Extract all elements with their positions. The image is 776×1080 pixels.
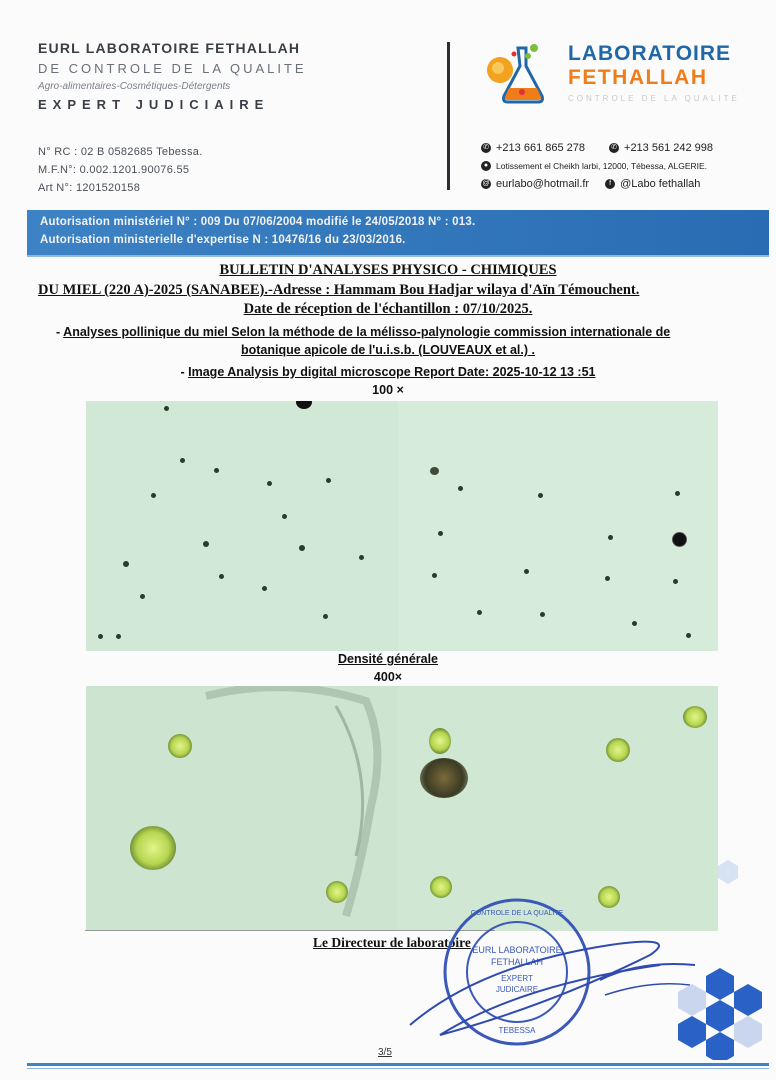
company-expert: EXPERT JUDICIAIRE: [38, 97, 270, 112]
pollen-dot: [203, 541, 209, 547]
pollen-dot: [675, 491, 680, 496]
company-mf: M.F.N°: 0.002.1201.90076.55: [38, 164, 190, 176]
pollen-dot: [524, 569, 529, 574]
pollen-dot: [299, 545, 305, 551]
svg-text:EXPERT: EXPERT: [501, 974, 533, 983]
method-text1: Analyses pollinique du miel Selon la méthode de la mélisso-palynologie commission internationale de: [63, 325, 671, 339]
logo-line3: CONTROLE DE LA QUALITE: [568, 94, 740, 103]
location-icon: ●: [481, 161, 491, 171]
logo-line1: LABORATOIRE: [568, 42, 732, 65]
company-name: EURL LABORATOIRE FETHALLAH: [38, 40, 301, 56]
pollen-dot: [608, 535, 613, 540]
facebook-icon: f: [605, 179, 615, 189]
svg-text:TEBESSA: TEBESSA: [498, 1026, 536, 1035]
address: Lotissement el Cheikh larbi, 12000, Tébessa, ALGERIE.: [496, 161, 708, 171]
image-analysis-text: Image Analysis by digital microscope Report Date: 2025-10-12 13 :51: [188, 365, 596, 379]
phone-row: [481, 142, 713, 154]
pollen-grain: [683, 706, 707, 728]
image-analysis-line: - Image Analysis by digital microscope Report Date: 2025-10-12 13 :51: [180, 365, 596, 379]
email-icon: @: [482, 180, 490, 187]
company-art: Art N°: 1201520158: [38, 182, 141, 194]
pollen-dot: [262, 586, 267, 591]
phone-1: +213 661 865 278: [496, 142, 586, 154]
pollen-grain: [606, 738, 630, 762]
pollen-dot: [151, 493, 156, 498]
pollen-grain: [598, 886, 620, 908]
air-bubble: [673, 533, 686, 546]
micrograph-100x-left: [86, 401, 398, 651]
pollen-dot: [632, 621, 637, 626]
pollen-dot: [686, 633, 691, 638]
pollen-dot: [98, 634, 103, 639]
svg-text:JUDICAIRE: JUDICAIRE: [495, 985, 539, 994]
pollen-dot: [438, 531, 443, 536]
method-line2: [0, 343, 776, 357]
company-rc: N° RC : 02 B 0582685 Tebessa.: [38, 146, 203, 158]
phone-icon: ✆: [481, 143, 491, 153]
pollen-dot: [116, 634, 121, 639]
logo-line2: FETHALLAH: [568, 66, 708, 89]
pollen-dot: [326, 478, 331, 483]
debris: [430, 467, 439, 475]
pollen-dot: [219, 574, 224, 579]
pollen-dot: [359, 555, 364, 560]
pollen-grain: [326, 881, 348, 903]
header-separator: [447, 42, 450, 190]
footer-band: [27, 1063, 769, 1066]
svg-text:FETHALLAH: FETHALLAH: [490, 957, 544, 967]
pollen-dot: [458, 486, 463, 491]
pollen-dot: [673, 579, 678, 584]
pollen-dot: [282, 514, 287, 519]
authorization-line2: Autorisation ministerielle d'expertise N : 10476/16 du 23/03/2016.: [40, 234, 406, 246]
company-activities: Agro-alimentaires-Cosmétiques-Détergents: [38, 81, 231, 92]
hexagon-decoration-icon: [660, 860, 770, 1060]
company-subtitle: DE CONTROLE DE LA QUALITE: [38, 61, 307, 76]
micrograph-100x-right: [398, 401, 718, 651]
caption-density: Densité générale: [337, 652, 439, 666]
pollen-dot: [180, 458, 185, 463]
pollen-dot: [477, 610, 482, 615]
flask-logo-icon: [484, 40, 556, 108]
handwritten-signature: [400, 925, 700, 1045]
sample-line: DU MIEL (220 A)-2025 (SANABEE).-Adresse : Hammam Bou Hadjar wilaya d'Aïn Témouchent.: [38, 282, 640, 298]
svg-text:CONTROLE DE LA QUALITE: CONTROLE DE LA QUALITE: [470, 910, 564, 917]
pollen-dot: [323, 614, 328, 619]
debris-cluster: [420, 758, 468, 798]
micrograph-400x-left: [86, 686, 398, 931]
email: eurlabo@hotmail.fr: [496, 178, 590, 190]
pollen-dot: [140, 594, 145, 599]
footer-underline: [27, 1068, 769, 1069]
magnification-400: 400×: [373, 670, 403, 684]
pollen-grain: [130, 826, 176, 870]
pollen-dot: [432, 573, 437, 578]
facebook: @Labo fethallah: [620, 178, 701, 190]
signature-label: Le Directeur de laboratoire: [313, 935, 471, 950]
pollen-dot: [540, 612, 545, 617]
social-row: [481, 178, 700, 190]
pollen-dot: [538, 493, 543, 498]
authorization-line1: Autorisation ministériel N° : 009 Du 07/06/2004 modifié le 24/05/2018 N° : 013.: [40, 216, 476, 228]
band-underline: [27, 255, 769, 257]
debris: [296, 401, 312, 409]
page-number: 3/5: [378, 1047, 392, 1058]
pollen-dot: [164, 406, 169, 411]
pollen-dot: [605, 576, 610, 581]
phone-2: +213 561 242 998: [624, 142, 714, 154]
reception-date: Date de réception de l'échantillon : 07/10/2025.: [243, 301, 533, 317]
whatsapp-icon: ✆: [609, 143, 619, 153]
address-row: [481, 161, 707, 171]
pollen-grain: [429, 728, 451, 754]
pollen-dot: [214, 468, 219, 473]
method-line1: - Analyses pollinique du miel Selon la méthode de la mélisso-palynologie commission internationale de: [56, 325, 671, 339]
pollen-dot: [123, 561, 129, 567]
pollen-grain: [168, 734, 192, 758]
magnification-100: 100 ×: [372, 383, 404, 397]
svg-text:EURL LABORATOIRE: EURL LABORATOIRE: [472, 945, 562, 955]
report-title: BULLETIN D'ANALYSES PHYSICO - CHIMIQUES: [219, 262, 557, 278]
method-text2: botanique apicole de l'u.i.s.b. (LOUVEAUX et al.) .: [241, 343, 535, 357]
pollen-dot: [267, 481, 272, 486]
